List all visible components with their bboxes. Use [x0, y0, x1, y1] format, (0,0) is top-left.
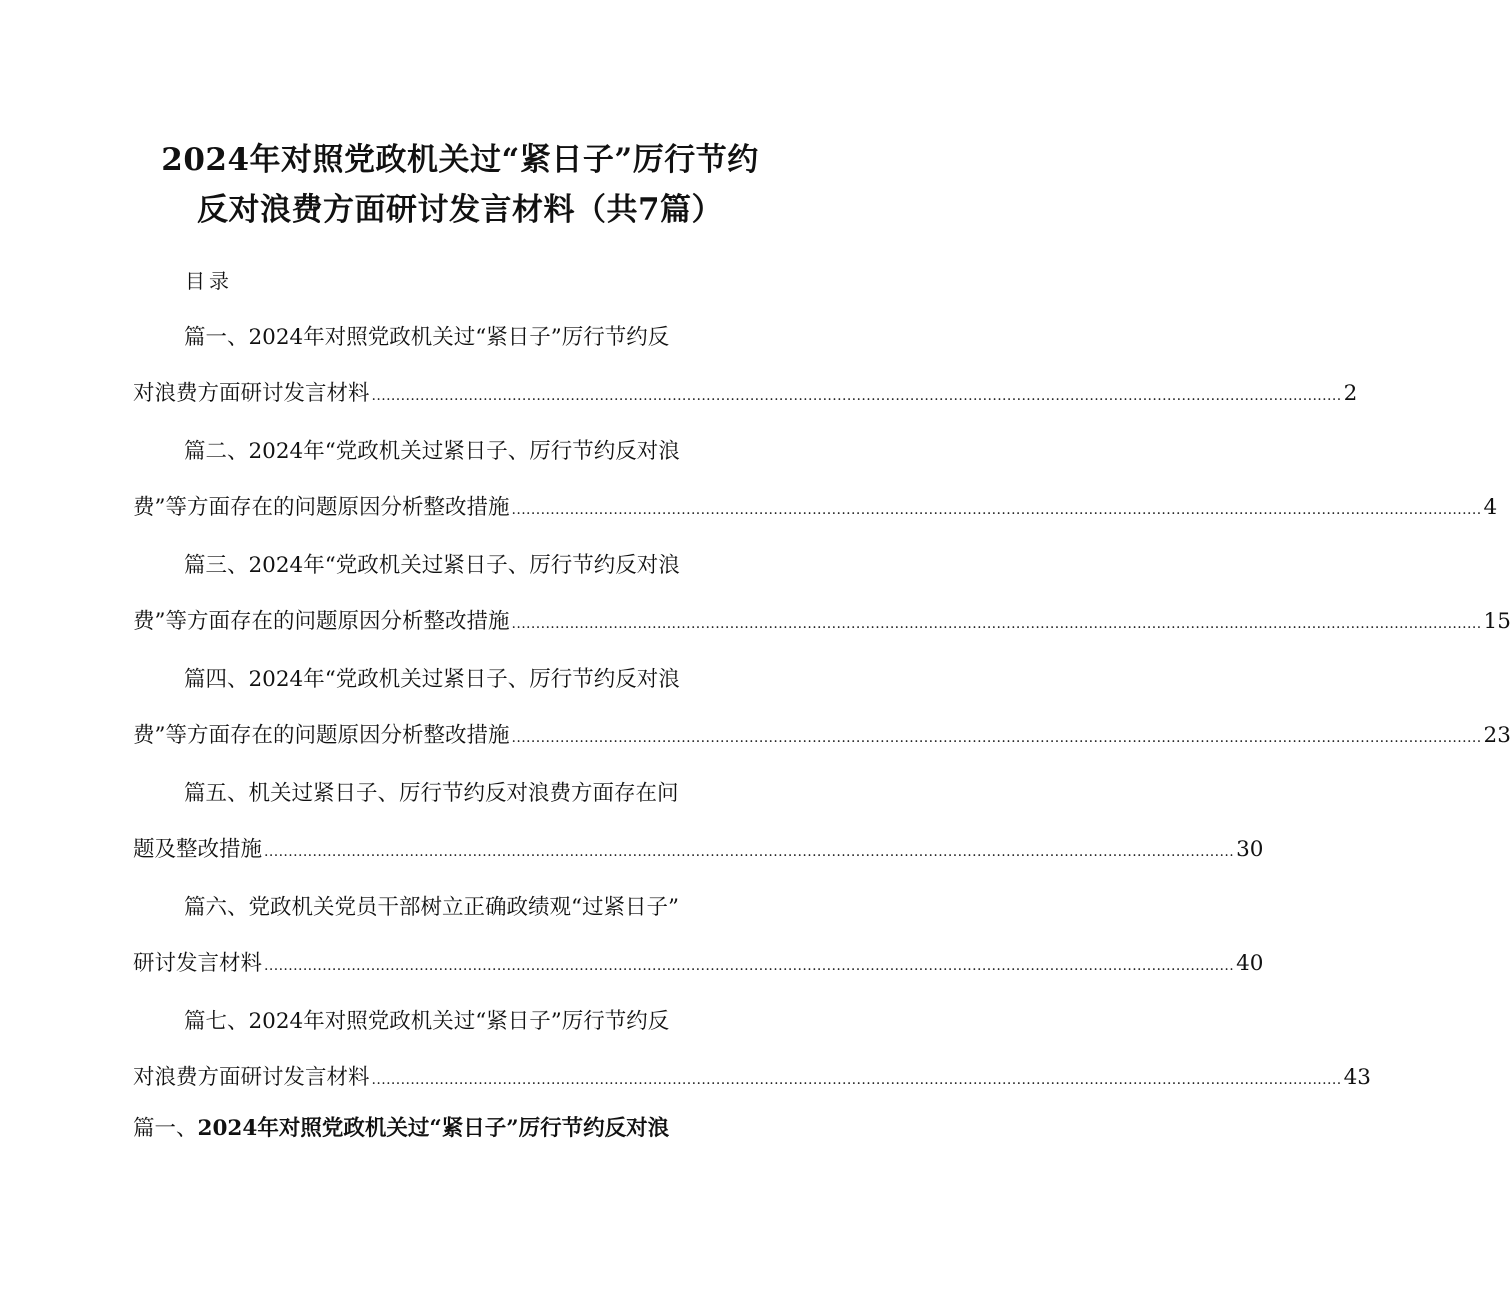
toc-entry-title-continuation: 费”等方面存在的问题原因分析整改措施 — [133, 495, 510, 520]
toc-entry-title-continuation: 对浪费方面研讨发言材料 — [133, 381, 370, 406]
toc-page-number: 2 — [1343, 381, 1358, 406]
toc-entry[interactable] — [0, 892, 1264, 1006]
document-title-line-2: 反对浪费方面研讨发言材料（共7篇） — [196, 192, 724, 228]
toc-entry[interactable] — [0, 1006, 1371, 1120]
document-title-line-1: 2024年对照党政机关过“紧日子”厉行节约 — [161, 142, 759, 178]
toc-dot-leader: ........................................................................................................................................................................................................ — [264, 844, 1235, 860]
toc-dot-leader: ........................................................................................................................................................................................................ — [511, 616, 1482, 632]
toc-dot-leader: ........................................................................................................................................................................................................ — [371, 1072, 1342, 1088]
toc-entry-title-line-1: 篇一、2024年对照党政机关过“紧日子”厉行节约反 — [184, 325, 670, 350]
toc-entry-title-line-1: 篇六、党政机关党员干部树立正确政绩观“过紧日子” — [184, 895, 679, 920]
section-heading-title: 2024年对照党政机关过“紧日子”厉行节约反对浪 — [197, 1116, 670, 1141]
toc-entry-title-line-1: 篇二、2024年“党政机关过紧日子、厉行节约反对浪 — [184, 439, 680, 464]
section-heading-prefix: 篇一、 — [133, 1116, 198, 1141]
toc-entry-title-line-2 — [133, 1062, 1371, 1094]
toc-entry[interactable] — [0, 322, 1358, 436]
toc-dot-leader: ........................................................................................................................................................................................................ — [511, 730, 1482, 746]
toc-page-number: 15 — [1483, 609, 1511, 634]
toc-entry-title-continuation: 费”等方面存在的问题原因分析整改措施 — [133, 609, 510, 634]
toc-entry[interactable] — [0, 664, 1511, 778]
toc-entry-title-line-2 — [133, 948, 1264, 980]
toc-page-number: 4 — [1483, 495, 1498, 520]
toc-dot-leader: ........................................................................................................................................................................................................ — [371, 388, 1342, 404]
toc-entry-title-line-2 — [133, 834, 1264, 866]
toc-entry-title-continuation: 研讨发言材料 — [133, 951, 263, 976]
toc-dot-leader: ........................................................................................................................................................................................................ — [264, 958, 1235, 974]
toc-entry-title-line-1: 篇四、2024年“党政机关过紧日子、厉行节约反对浪 — [184, 667, 680, 692]
toc-page-number: 30 — [1236, 837, 1264, 862]
toc-heading: 目录 — [185, 269, 233, 293]
toc-entry-title-line-1: 篇五、机关过紧日子、厉行节约反对浪费方面存在问 — [184, 781, 679, 806]
toc-entry[interactable] — [0, 778, 1264, 892]
toc-entry-title-line-2 — [133, 492, 1498, 524]
toc-page-number: 23 — [1483, 723, 1511, 748]
toc-dot-leader: ........................................................................................................................................................................................................ — [511, 502, 1482, 518]
section-heading — [133, 1113, 669, 1145]
toc-page-number: 43 — [1343, 1065, 1371, 1090]
toc-entry-title-continuation: 费”等方面存在的问题原因分析整改措施 — [133, 723, 510, 748]
toc-entry-title-line-2 — [133, 606, 1511, 638]
toc-entry[interactable] — [0, 436, 1498, 550]
toc-page-number: 40 — [1236, 951, 1264, 976]
toc-entry-title-line-1: 篇三、2024年“党政机关过紧日子、厉行节约反对浪 — [184, 553, 680, 578]
toc-entry-title-continuation: 题及整改措施 — [133, 837, 263, 862]
toc-entry[interactable] — [0, 550, 1511, 664]
toc-entry-title-line-2 — [133, 378, 1358, 410]
toc-entry-title-line-1: 篇七、2024年对照党政机关过“紧日子”厉行节约反 — [184, 1009, 670, 1034]
toc-entry-title-continuation: 对浪费方面研讨发言材料 — [133, 1065, 370, 1090]
toc-entry-title-line-2 — [133, 720, 1511, 752]
